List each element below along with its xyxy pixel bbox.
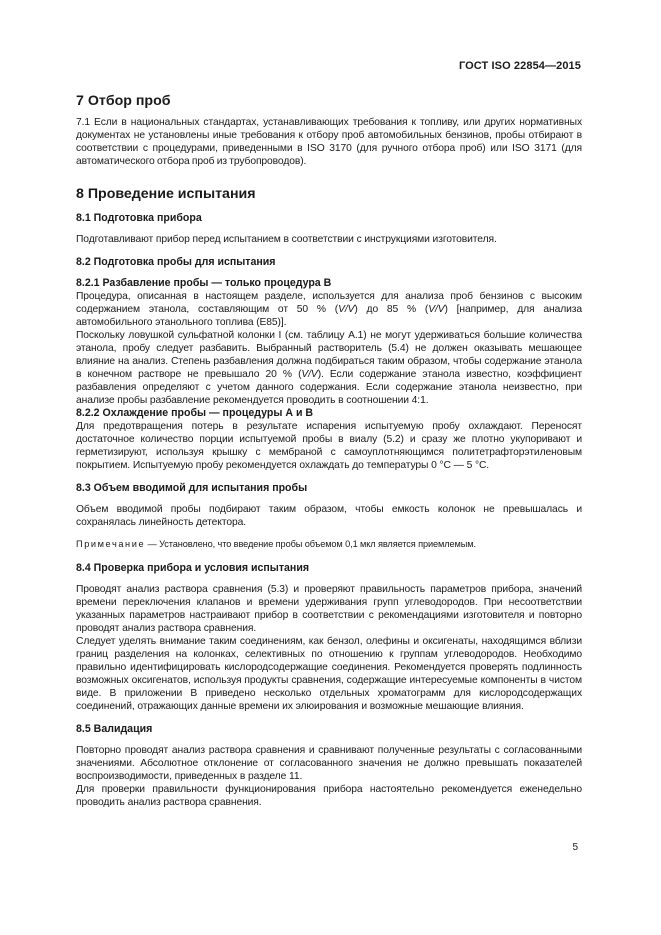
section-8-2-2-paragraph: Для предотвращения потерь в результате испарения испытуемую пробу охлаждают. Переносят достаточное количество порции испытуемой пробы в виалу (5.2) и сразу же плотно укупоривают и герметизируют, используя крышку с мембраной с самоуплотняющимся политетрафторэтиленовым покрытием. Испытуемую пробу рекомендуется охлаждать до температуры 0 °C — 5 °C. [76, 421, 582, 471]
section-8-3-title: 8.3 Объем вводимой для испытания пробы [76, 482, 308, 494]
section-8-5-title: 8.5 Валидация [76, 723, 153, 735]
note-label: Примечание [76, 539, 146, 549]
page-content [76, 92, 582, 809]
section-8-title: 8 Проведение испытания [76, 186, 256, 202]
section-8-2-1-paragraph-2: Поскольку ловушкой сульфатной колонки I (см. таблицу А.1) не могут удерживаться большие количества этанола, пробу следует разбавить. Выбранный растворитель (5.4) не должен оказывать мешающее влияние на анализ. Степень разбавления должна подбираться таким образом, чтобы содержание этанола в конечном растворе не превышало 20 % (V/V). Если содержание этанола известно, коэффициент разбавления определяют с учетом данного содержания. Если содержание этанола неизвестно, при анализе пробы разбавление рекомендуется проводить в соотношении 4:1. [76, 330, 582, 406]
section-8-2-1-title: 8.2.1 Разбавление пробы — только процедура В [76, 277, 332, 289]
section-8-5-paragraph-2: Для проверки правильности функционирования прибора настоятельно рекомендуется еженедельно проводить анализ раствора сравнения. [76, 784, 582, 808]
section-8-4-title: 8.4 Проверка прибора и условия испытания [76, 562, 310, 574]
standard-header: ГОСТ ISO 22854—2015 [458, 60, 581, 72]
section-8-4-paragraph-1: Проводят анализ раствора сравнения (5.3) и проверяют правильность параметров прибора, значений времени переключения клапанов и времени удерживания групп углеводородов. При несоответствии указанных параметров настраивают прибор в соответствии с рекомендациями изготовителя и повторно проводят анализ раствора сравнения. [76, 584, 582, 634]
section-8-1-title: 8.1 Подготовка прибора [76, 212, 202, 224]
section-8-2-1-paragraph-1: Процедура, описанная в настоящем разделе, используется для анализа проб бензинов с высоким содержанием этанола, составляющим от 50 % (V/V) до 85 % (V/V) [например, для анализа автомобильного этанольного топлива (E85)]. [76, 291, 583, 328]
section-8-4-paragraph-2: Следует уделять внимание таким соединениям, как бензол, олефины и оксигенаты, находящимся вблизи границ разделения на колонках, селективных по отношению к группам углеводородов. Необходимо правильно идентифицировать кислородсодержащие соединения. Рекомендуется проверять подлинность возможных оксигенатов, используя продукты сравнения, содержащие интересуемые компоненты в чистом виде. В приложении В приведено несколько отдельных хроматограмм для кислородсодержащих соединений, отражающих данные времени их элюирования и возможные мешающие влияния. [76, 636, 582, 712]
page-number: 5 [572, 842, 578, 853]
section-8-1-paragraph: Подготавливают прибор перед испытанием в соответствии с инструкциями изготовителя. [76, 234, 497, 245]
section-8-5-paragraph-1: Повторно проводят анализ раствора сравнения и сравнивают полученные результаты с согласованными значениями. Абсолютное отклонение от согласованного значения не должно превышать показателей воспроизводимости, приведенных в разделе 11. [76, 745, 582, 782]
section-8-3-paragraph: Объем вводимой пробы подбирают таким образом, чтобы емкость колонок не превышалась и сохранялась линейность детектора. [76, 504, 582, 528]
section-8-2-2-title: 8.2.2 Охлаждение пробы — процедуры А и В [76, 407, 314, 419]
section-8-2-title: 8.2 Подготовка пробы для испытания [76, 256, 276, 268]
section-7-title: 7 Отбор проб [76, 93, 171, 109]
section-8-3-note: Примечание — Установлено, что введение пробы объемом 0,1 мкл является приемлемым. [76, 539, 476, 549]
section-7-1-paragraph: 7.1 Если в национальных стандартах, устанавливающих требования к топливу, или других нормативных документах не установлены иные требования к отбору проб автомобильных бензинов, пробы отбирают в соответствии с процедурами, приведенными в ISO 3170 (для ручного отбора проб) или ISO 3171 (для автоматического отбора проб из трубопроводов). [76, 117, 582, 167]
